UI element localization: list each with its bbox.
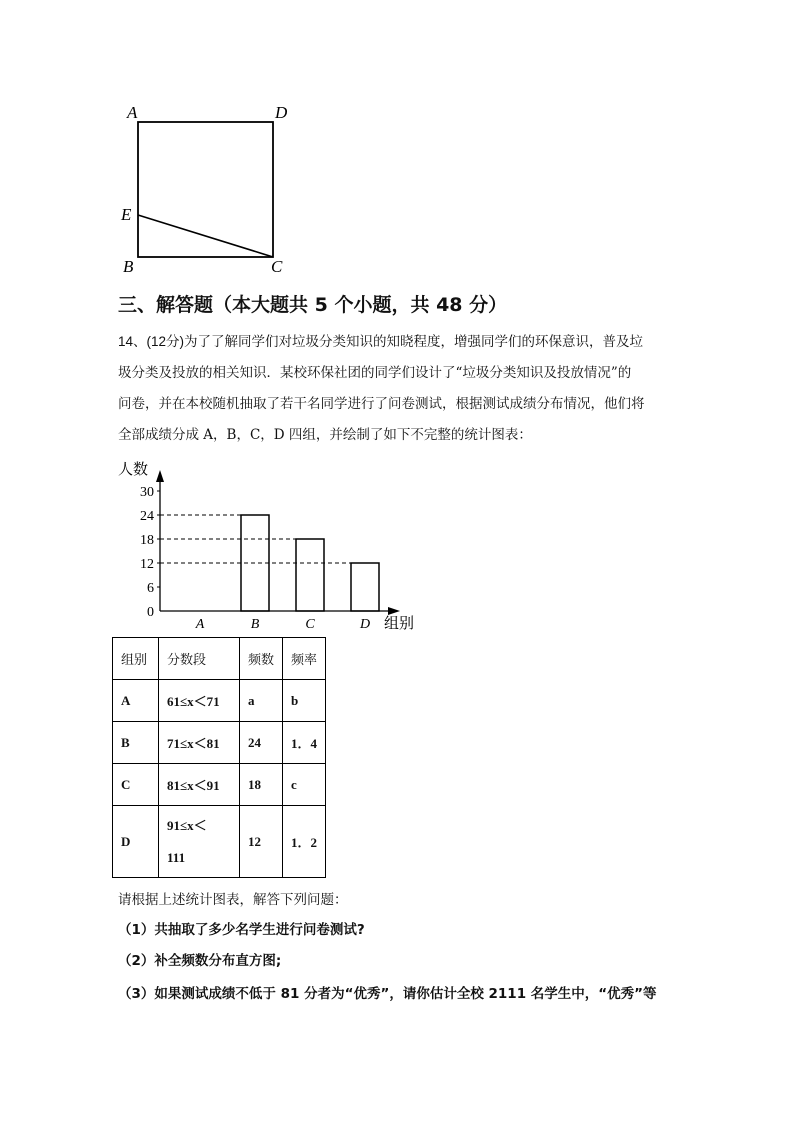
x-axis-label: 组别 xyxy=(384,616,415,632)
label-b: B xyxy=(123,257,134,276)
x-tick-label: D xyxy=(359,617,371,632)
problem-line-4: 全部成绩分成 A，B，C，D 四组，并绘制了如下不完整的统计图表： xyxy=(118,427,532,443)
questions-intro: 请根据上述统计图表，解答下列问题： xyxy=(118,892,348,908)
bar-d xyxy=(351,563,379,611)
y-tick-label: 6 xyxy=(147,581,154,596)
segment-ec xyxy=(138,215,273,257)
label-d: D xyxy=(275,103,288,122)
problem-line-1: 14、(12分)为了了解同学们对垃圾分类知识的知晓程度，增强同学们的环保意识，普及垃 xyxy=(118,334,644,350)
header-rate: 频率 xyxy=(283,638,326,680)
bar-c xyxy=(296,539,324,611)
table-row: B 71≤x＜81 24 1．4 xyxy=(113,722,326,764)
y-tick-label: 0 xyxy=(147,605,154,620)
problem-number: 14、(12分) xyxy=(118,334,185,349)
header-group: 组别 xyxy=(113,638,159,680)
table-row: A 61≤x＜71 a b xyxy=(113,680,326,722)
square-figure xyxy=(115,98,295,278)
question-2: （2）补全频数分布直方图; xyxy=(118,953,282,969)
problem-text xyxy=(118,326,688,451)
y-tick-label: 18 xyxy=(140,533,154,548)
header-count: 频数 xyxy=(240,638,283,680)
table-row: D 91≤x＜ 111 12 1．2 xyxy=(113,806,326,878)
x-axis-arrow xyxy=(388,607,400,615)
x-tick-label: B xyxy=(250,617,260,632)
label-a: A xyxy=(127,103,138,122)
problem-line-2: 圾分类及投放的相关知识．某校环保社团的同学们设计了“垃圾分类知识及投放情况”的 xyxy=(118,365,632,381)
x-tick-label: A xyxy=(195,617,205,632)
question-3: （3）如果测试成绩不低于 81 分者为“优秀”，请你估计全校 2111 名学生中，“优秀”等 xyxy=(118,986,657,1002)
question-1: （1）共抽取了多少名学生进行问卷测试? xyxy=(118,922,365,938)
table-row: C 81≤x＜91 18 c xyxy=(113,764,326,806)
y-tick-label: 30 xyxy=(140,485,154,500)
label-e: E xyxy=(121,205,132,224)
y-axis-arrow xyxy=(156,470,164,482)
x-tick-label: C xyxy=(305,617,315,632)
y-tick-label: 24 xyxy=(140,509,154,524)
section-title: 三、解答题（本大题共 5 个小题，共 48 分） xyxy=(118,294,508,316)
y-axis-label: 人数 xyxy=(118,462,149,478)
problem-line-3: 问卷，并在本校随机抽取了若干名同学进行了问卷测试，根据测试成绩分布情况，他们将 xyxy=(118,396,645,412)
table-header-row xyxy=(113,638,326,680)
label-c: C xyxy=(271,257,283,276)
frequency-table xyxy=(112,637,326,878)
header-range: 分数段 xyxy=(159,638,240,680)
frequency-histogram xyxy=(110,456,430,636)
y-tick-label: 12 xyxy=(140,557,154,572)
